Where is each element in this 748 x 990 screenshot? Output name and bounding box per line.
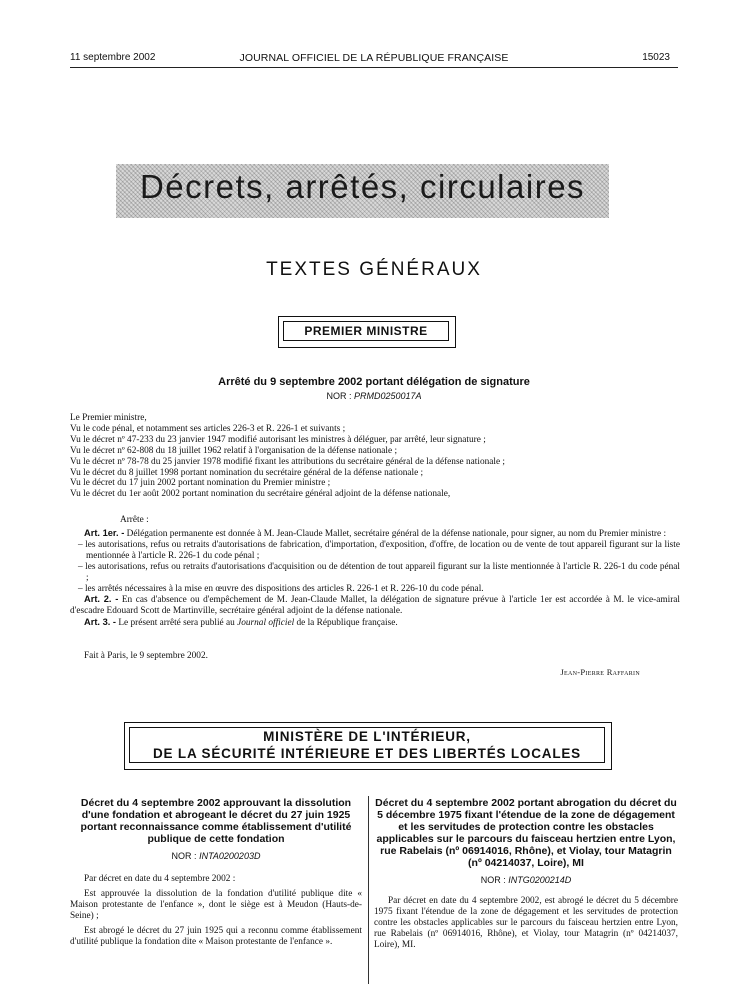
- article-1-list: [70, 540, 680, 595]
- nor-label: NOR :: [171, 851, 197, 861]
- right-decree: [374, 797, 678, 955]
- column-divider: [368, 796, 369, 984]
- visa-line: Vu le décret nº 47-233 du 23 janvier 1947 modifié autorisant les ministres à déléguer, par arrêté, leur signature ;: [70, 434, 486, 445]
- header-date: 11 septembre 2002: [70, 52, 156, 63]
- article-1-label: Art. 1er. -: [84, 528, 125, 538]
- ministry-interieur-line-2: DE LA SÉCURITÉ INTÉRIEURE ET DES LIBERTÉS LOCALES: [153, 746, 581, 761]
- nor-code: PRMD0250017A: [353, 391, 422, 401]
- ministry-interieur-line-1: MINISTÈRE DE L'INTÉRIEUR,: [263, 729, 471, 744]
- right-decree-nor: [374, 875, 678, 886]
- right-decree-title: Décret du 4 septembre 2002 portant abrogation du décret du 5 décembre 1975 fixant l'étendue de la zone de dégagement et les servitudes de protection contre les obstacles applicables sur le parcours du faisceau hertzien entre Lyon, rue Rabelais (nº 06914016, Rhône), et Violay, tour Matagrin (nº 04214037, Loire), MI: [375, 797, 677, 869]
- visa-line: Le Premier ministre,: [70, 413, 147, 423]
- nor-code: INTG0200214D: [508, 875, 572, 885]
- right-decree-paragraph: Par décret en date du 4 septembre 2002, est abrogé le décret du 5 décembre 1975 fixant l'étendue de la zone de dégagement et les servitudes de protection contre les obstacles applicables sur le parcours du faisceau hertzien entre Lyon, rue Rabelais (nº 06914016, Rhône), et Violay, tour Matagrin (nº 04214037, Loire), MI.: [374, 896, 678, 950]
- page-number: 15023: [642, 52, 670, 63]
- arrete-nor: [0, 391, 748, 401]
- section-title: TEXTES GÉNÉRAUX: [266, 259, 482, 280]
- visa-line: Vu le décret du 17 juin 2002 portant nomination du Premier ministre ;: [70, 478, 331, 489]
- article-2-label: Art. 2. -: [84, 594, 119, 605]
- article-2: [70, 594, 680, 617]
- header-rule: [70, 67, 678, 68]
- articles-block: [70, 528, 680, 629]
- left-decree-paragraph: Par décret en date du 4 septembre 2002 :: [84, 874, 236, 884]
- article-3: [70, 617, 680, 629]
- article-3-text-before: Le présent arrêté sera publié au: [118, 618, 235, 629]
- banner-title: Décrets, arrêtés, circulaires: [139, 168, 586, 205]
- nor-code: INTA0200203D: [199, 851, 261, 861]
- left-decree: [70, 797, 362, 952]
- ministry-interieur: [129, 727, 605, 763]
- visa-line: Vu le code pénal, et notamment ses articles 226-3 et R. 226-1 et suivants ;: [70, 423, 346, 434]
- arrete-title: Arrêté du 9 septembre 2002 portant délégation de signature: [218, 376, 530, 388]
- signature: Jean-Pierre Raffarin: [560, 667, 640, 677]
- article-1: [70, 528, 680, 540]
- list-item: – les arrêtés nécessaires à la mise en œuvre des dispositions des articles R. 226-1 et R. 226-10 du code pénal.: [78, 583, 484, 594]
- ministry-premier-ministre: PREMIER MINISTRE: [283, 321, 449, 341]
- left-decree-nor: [70, 851, 362, 862]
- visa-line: Vu le décret nº 62-808 du 18 juillet 1962 relatif à l'organisation de la défense nationale ;: [70, 445, 398, 456]
- fait-a-paris: Fait à Paris, le 9 septembre 2002.: [84, 651, 208, 661]
- visa-line: Vu le décret du 1er août 2002 portant nomination du secrétaire général adjoint de la défense nationale,: [70, 489, 451, 500]
- article-3-text-after: de la République française.: [296, 618, 398, 629]
- visa-line: Vu le décret nº 78-78 du 25 janvier 1978 modifié fixant les attributions du secrétaire général de la défense nationale ;: [70, 456, 505, 467]
- list-item: – les autorisations, refus ou retraits d'autorisations d'acquisition ou de détention de tout appareil figurant sur la liste mentionnée à l'article R. 226-1 du code pénal ;: [78, 561, 680, 583]
- article-1-text: Délégation permanente est donnée à M. Jean-Claude Mallet, secrétaire général de la défense nationale, pour signer, au nom du Premier ministre :: [126, 529, 667, 539]
- left-decree-title: Décret du 4 septembre 2002 approuvant la dissolution d'une fondation et abrogeant le décret du 27 juin 1925 portant reconnaissance comme établissement d'utilité publique de cette fondation: [80, 797, 352, 845]
- article-3-label: Art. 3. -: [84, 617, 117, 628]
- left-decree-paragraph: Est abrogé le décret du 27 juin 1925 qui a reconnu comme établissement d'utilité publique la fondation dite « Maison protestante de l'enfance ».: [70, 926, 362, 947]
- list-item: – les autorisations, refus ou retraits d'autorisations de fabrication, d'importation, d'exposition, d'offre, de location ou de vente de tout appareil figurant sur la liste mentionnée à l'article R. 226-1 du code pénal ;: [78, 539, 680, 561]
- nor-label: NOR :: [480, 875, 506, 885]
- article-2-text: En cas d'absence ou d'empêchement de M. Jean-Claude Mallet, la délégation de signature prévue à l'article 1er est accordée à M. le vice-amiral d'escadre Edouard Scott de Martinville, secrétaire général adjoint de la défense nationale.: [70, 595, 681, 617]
- article-3-journal: Journal officiel: [237, 618, 295, 629]
- left-decree-paragraph: Est approuvée la dissolution de la fondation d'utilité publique dite « Maison protestante de l'enfance », dont le siège est à Meudon (Hauts-de-Seine) ;: [70, 889, 362, 921]
- journal-title: JOURNAL OFFICIEL DE LA RÉPUBLIQUE FRANÇAISE: [239, 52, 509, 64]
- arrete-word: Arrête :: [120, 515, 149, 525]
- visas-block: [70, 413, 680, 500]
- nor-label: NOR :: [326, 391, 352, 401]
- visa-line: Vu le décret du 8 juillet 1998 portant nomination du secrétaire général de la défense nationale ;: [70, 467, 424, 478]
